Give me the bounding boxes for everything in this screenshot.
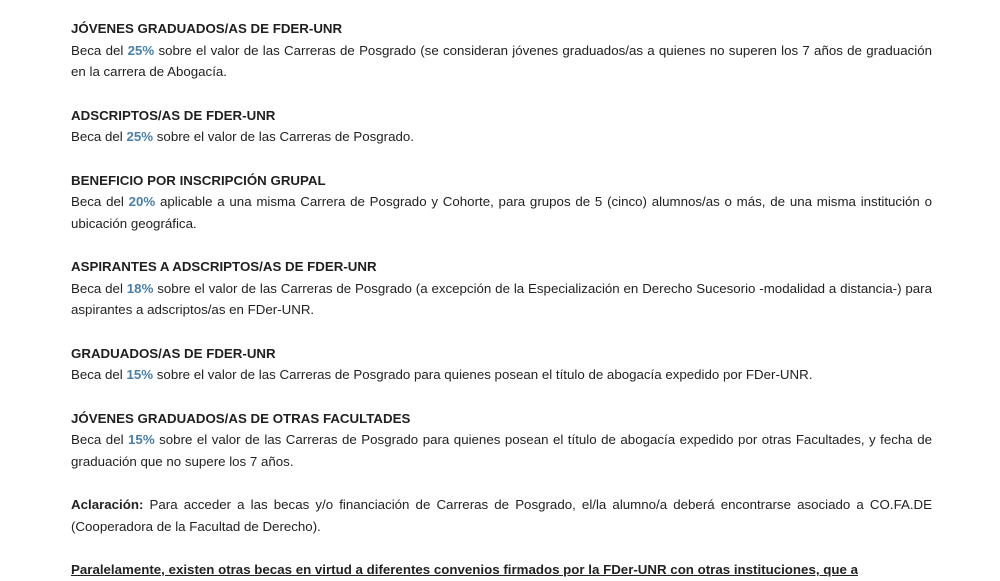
section-text [71,40,932,83]
section-heading: ASPIRANTES A ADSCRIPTOS/AS DE FDER-UNR [71,259,377,274]
percentage-value: 20% [128,194,156,209]
section-heading: BENEFICIO POR INSCRIPCIÓN GRUPAL [71,172,326,188]
text-body: sobre el valor de las Carreras de Posgrado (se consideran jóvenes graduados/as a quienes no superen los 7 años de graduación en la carrera de Abogacía. [71,42,932,79]
aclaracion-body: Para acceder a las becas y/o financiación de Carreras de Posgrado, el/la alumno/a deberá encontrarse asociado a CO.FA.DE (Cooperadora de la Facultad de Derecho). [71,497,932,534]
percentage-value: 15% [128,432,155,447]
percentage-value: 15% [126,367,154,382]
section-aclaracion [71,494,932,537]
text-prefix: Beca del [71,194,129,209]
section-heading: GRADUADOS/AS DE FDER-UNR [71,345,276,361]
section-adscriptos-fder [71,105,932,148]
percentage-value: 25% [126,129,154,144]
text-prefix: Beca del [71,367,127,382]
document-content [71,18,932,581]
aclaracion-text [71,494,932,537]
section-aspirantes-adscriptos [71,256,932,321]
section-heading: ADSCRIPTOS/AS DE FDER-UNR [71,107,276,123]
section-text [71,429,932,472]
text-prefix: Beca del [71,129,127,144]
text-body: sobre el valor de las Carreras de Posgrado (a excepción de la Especialización en Derecho Sucesorio -modalidad a distancia-) para aspirantes a adscriptos/as en FDer-UNR. [71,280,932,317]
section-jovenes-graduados-otras [71,408,932,473]
section-text [71,364,932,386]
final-paragraph-line: Paralelamente, existen otras becas en virtud a diferentes convenios firmados por la FDer-UNR con otras instituciones, que a [71,562,858,577]
text-prefix: Beca del [71,42,128,58]
text-prefix: Beca del [71,432,129,447]
text-body: sobre el valor de las Carreras de Posgrado para quienes posean el título de abogacía expedido por FDer-UNR. [153,367,813,382]
section-jovenes-graduados-fder [71,18,932,83]
section-inscripcion-grupal [71,170,932,235]
text-body: sobre el valor de las Carreras de Posgrado. [153,129,414,144]
section-heading: JÓVENES GRADUADOS/AS DE OTRAS FACULTADES [71,410,411,426]
section-heading: JÓVENES GRADUADOS/AS DE FDER-UNR [71,21,343,36]
section-text [71,126,932,148]
section-graduados-fder [71,343,932,386]
percentage-value: 18% [126,280,154,296]
section-text [71,278,932,321]
percentage-value: 25% [127,42,155,58]
text-prefix: Beca del [71,280,127,296]
section-text [71,191,932,234]
text-body: sobre el valor de las Carreras de Posgrado para quienes posean el título de abogacía expedido por otras Facultades, y fecha de graduación que no supere los 7 años. [71,432,932,469]
aclaracion-label: Aclaración: [71,497,144,512]
text-body: aplicable a una misma Carrera de Posgrado y Cohorte, para grupos de 5 (cinco) alumnos/as o más, de una misma institución o ubicación geográfica. [71,194,932,231]
